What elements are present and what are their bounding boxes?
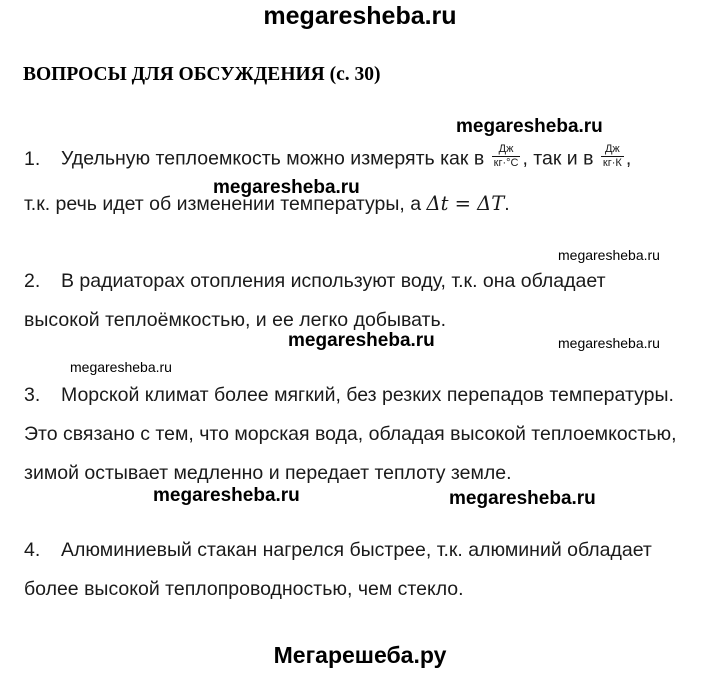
answer-text: , так и в [522, 147, 599, 170]
watermark: megaresheba.ru [213, 177, 360, 198]
item-number: 3. [24, 384, 41, 406]
answer-text: , [625, 147, 632, 170]
math-expression: Δt = ΔT [426, 192, 505, 215]
watermark: megaresheba.ru [558, 335, 660, 351]
answer-2-line-2 [24, 309, 446, 332]
watermark: megaresheba.ru [456, 116, 603, 137]
answer-text: Морской климат более мягкий, без резких перепадов температуры. [61, 384, 674, 406]
answer-text: Это связано с тем, что морская вода, обладая высокой теплоемкостью, [24, 423, 677, 445]
answer-text: зимой остывает медленно и передает теплоту земле. [24, 462, 512, 484]
answer-text: высокой теплоёмкостью, и ее легко добывать. [24, 309, 447, 331]
watermark: megaresheba.ru [558, 247, 660, 263]
answer-3-line-1 [24, 384, 674, 407]
section-title: ВОПРОСЫ ДЛЯ ОБСУЖДЕНИЯ (с. 30) [23, 64, 381, 85]
answer-text: Алюминиевый стакан нагрелся быстрее, т.к. алюминий обладает [61, 539, 652, 561]
watermark: megaresheba.ru [153, 485, 300, 506]
unit-fraction [492, 143, 521, 170]
answer-3-line-3 [24, 462, 512, 485]
answer-text: т.к. речь идет об изменении температуры, а [24, 193, 427, 215]
fraction-denominator: кг·К [602, 157, 622, 169]
fraction-numerator: Дж [604, 143, 620, 155]
site-header: megaresheba.ru [263, 2, 457, 30]
item-number: 1. [24, 147, 41, 170]
fraction-denominator: кг·°С [493, 157, 519, 169]
watermark: megaresheba.ru [70, 359, 172, 375]
answer-text: Удельную теплоемкость можно измерять как в [61, 147, 490, 170]
answer-1-line-1 [24, 143, 632, 173]
item-number: 4. [24, 539, 41, 561]
watermark: megaresheba.ru [288, 330, 435, 351]
answer-3-line-2 [24, 423, 677, 446]
unit-fraction [601, 143, 624, 170]
answer-1-line-2 [24, 192, 510, 216]
answer-text: В радиаторах отопления используют воду, т.к. она обладает [61, 270, 606, 292]
answer-text: более высокой теплопроводностью, чем стекло. [24, 578, 464, 600]
watermark: megaresheba.ru [449, 488, 596, 509]
item-number: 2. [24, 270, 41, 292]
answer-4-line-1 [24, 539, 652, 562]
fraction-numerator: Дж [498, 143, 514, 155]
answer-4-line-2 [24, 578, 464, 601]
site-footer: Мегарешеба.ру [273, 642, 447, 668]
answer-2-line-1 [24, 270, 606, 293]
answer-text: . [504, 193, 510, 215]
